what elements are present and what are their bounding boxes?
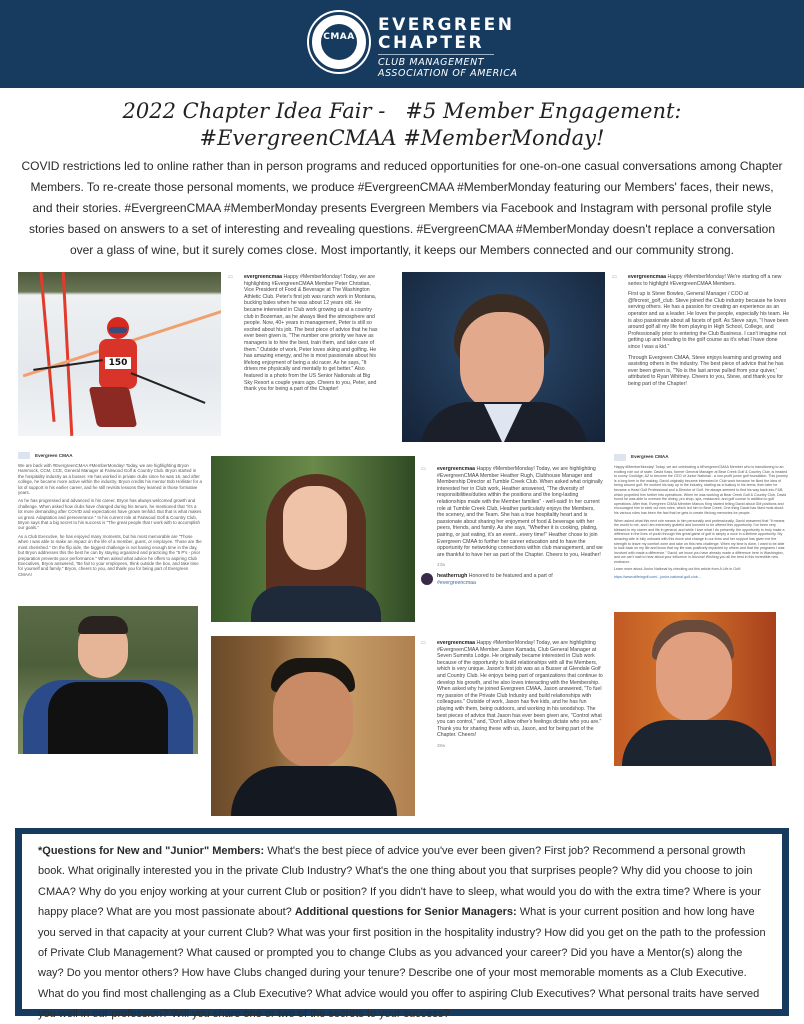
person-hair [78,616,128,634]
post-paragraph: When asked what this next role means to him personally and professionally, David answered that "It means the world to me, and I am extremely grateful and honored to be offered this opportunity. I've been very blessed in my career and life in general, and while I love what I do presently, the opportunity to truly make a difference in the lives of youth through this great game of golf is simply a once in a lifetime opportunity. My amazing wife is fully onboard with this move and change in our lives and her support has given me the strength to leave my comfort zone and take on this new challenge. When my time is done, I want to be able to look back on my life and know that my life was positively impacted by others and that the programs I was involved with made a difference." David, we know you have already made a difference here in Washington, and we can't wait to hear about your influence in Arizona! Wishing you all the best in this incredible new endeavor. [614,518,785,564]
account-avatar-icon: ▭ [421,640,426,646]
post-paragraph: First up is Steve Bowles, General Manager / COO at @fircrest_golf_club. Steve joined the Club industry because he loves serving others. He has a passion for creating an experience as an operator and as a leader. He loves the people, especially his team. He is also passionate about all facets of golf. As Steve says, "I have been around golf all my life from playing in High School, College, and Professionally prior to entering the Club Business. I can't imagine not getting up and heading to the golf course as it's what I have done since I was a kid." [628,291,790,350]
skier-legs [89,387,138,427]
comment-text: Honored to be featured and a part of [468,572,553,579]
instagram-post-heather [421,466,603,586]
instagram-post-steve [612,274,790,392]
post-caption: Happy #MemberMonday! We're starting off a new series to highlight #EvergreenCMAA Members. [628,274,782,287]
questions-box [15,828,789,1021]
logo-divider [378,54,494,55]
logo-wordmark [378,16,518,79]
logo-line-chapter: CHAPTER [378,33,485,53]
post-paragraph: We are back with #EvergreenCMAA #MemberMonday! Today, we are highlighting Bryon Hammock, CCM, CCE, General Manager at Fairwood Golf & Country Club. Bryon started in the hospitality industry as a busser. He has worked in private clubs since he was 16, and after college, he became more active within the industry. Bryon credits his mentor Bob Hollister for a lot of support in his earlier career, and he still revisits lessons they learned in those formative years. [18,463,202,496]
person-jacket [231,766,397,816]
questions-senior: What is your current position and how long have you served in that capacity at your current Club? What was your first position in the hospitality industry? How did you get on the path to the profession of Private Club Management? What caused or prompted you to change Clubs as you advanced your career? Did you have a Mentor(s) along the way? Do you mentor others? How have Clubs changed during your tenure? Describe one of your most memorable moments as a Club Executive. What do you find most challenging as a Club Executive? What advice would you offer to aspiring Club Executives? What personal traits have served you well in our profession? Will you share one or two of the secrets to your success? [38,906,766,1021]
skier-figure [93,317,145,427]
comment-hashtag[interactable]: #evergreencmaa [437,579,476,586]
questions-heading-senior: Additional questions for Senior Managers: [294,906,517,919]
person-face [283,486,347,570]
header-banner [0,0,804,88]
person-face [273,672,353,768]
person-vest [48,682,168,754]
page-name[interactable]: Evergreen CMAA [35,452,73,458]
account-avatar-icon: ▭ [228,274,233,280]
race-bib: 150 [105,357,131,369]
person-face [460,312,544,412]
comment-handle[interactable]: heatherrugh [437,572,468,579]
person-jacket [622,720,772,766]
photo-steve-headshot [402,272,605,442]
questions-heading-junior: *Questions for New and "Junior" Members: [38,845,265,857]
instagram-post-peter [228,274,378,397]
logo-line-club-management: CLUB MANAGEMENT [378,57,485,68]
seal-letters: CMAA [321,24,357,60]
logo-line-evergreen: EVERGREEN [378,15,515,35]
cmaa-seal-logo [309,12,369,72]
comment-row [421,573,603,586]
post-caption: Happy #MemberMonday! Today, we are highlighting #EvergreenCMAA Member Peter Christian, Vice President of Food & Beverage at The Washington Athletic Club. Peter's first job was ranch work in Montana, bucking bales when he was about 12 years old. He became interested in Club work growing up at a country club in Bozeman, as he always liked the atmosphere and people. Now, 40+ years in management, Peter is still so excited about his job. The best piece of advice that he has ever been given is, "The number one priority we have as managers is to hire the best, train them, and take care of them." Outside of work, Peter loves skiing and golfing. He has amazing energy, and he is most passionate about his lifelong enjoyment of being a ski racer. As he says, "It drives me physically and mentally to get better." Also featured is a photo from the US Senior Nationals at Big Sky Resort a couple years ago. Cheers to you, Peter, and thank you for being a part of the Chapter! [244,274,378,393]
intro-paragraph: COVID restrictions led to online rather than in person programs and reduced opportunities for one-on-one casual conversations among Chapter Members. To re-create those personal moments, we produce #EvergreenCMAA #MemberMonday featuring our Members' faces, their news, and their stories. #EvergreenCMAA #MemberMonday presents Evergreen Members via Facebook and Instagram with personal profile style stories based on answers to a set of interesting and revealing questions. #EvergreenCMAA #MemberMonday doesn't replace a conversation over a glass of wine, but it surely comes close. Most importantly, it keeps our Members connected and our community strong. [21,159,783,257]
photo-bryon [18,606,198,754]
post-caption: Happy #MemberMonday! Today, we are highlighting #EvergreenCMAA Member Jason Kamada, Club General Manager at Seven Summits Lodge. He originally became interested in Club work because of the opportunity to build relationships with all the Members, which is very unique. Jason's first job was as a Busser at Glendale Golf and Country Club. He enjoys being part of organizations that continue to develop his growth, and he also loves interacting with the Membership. When asked why he joined Evergreen CMAA, Jason answered, "To fuel my passion of the Private Club Industry and build relationships with colleagues." Outside of work, Jason has five kids, and he has fun playing with them, being outdoors, and working in his woodshop. The best pieces of advice that Jason has ever been given are, "Control what you can control," and, "Don't allow other's feelings dictate who you are." Thank you for sharing these with us, Jason, and for being part of the Chapter. Cheers! [437,640,603,739]
title-line-1: 2022 Chapter Idea Fair - #5 Member Engagement: [122,99,682,123]
post-paragraph: As he has progressed and advanced in his career, Bryon has always welcomed growth and challenge. When asked how clubs have changed during his tenure, he mentioned that "it's a lot more demanding after COVID and expectations have grown tenfold. But that is what makes us great. Adaptation and perseverance." In his current role at Fairwood Golf & Country Club, Bryon says that a big secret to his success is "The great people that I work with to accomplish our goals." [18,498,202,531]
page-title [0,98,804,152]
post-paragraph: As a Club Executive, he has enjoyed many moments, but his most memorable are "Those when I was able to make an impact on the life of a member, guest, or employee. Those are the most cherished." On the flip side, the biggest challenge is not having enough time in the day, but Bryon addresses this the best he can by staying organized and practicing the "5 P's - prior preparation prevents poor performance." When asked what advice he offers to aspiring Club Executives, Bryon answered, "Be fair to your employees, think outside the box, and take time for yourself and family." Bryon, cheers to you, and thank you for being part of Evergreen CMAA! [18,533,202,577]
photo-skier [18,272,221,436]
photo-david [614,612,776,766]
post-caption: Happy #MemberMonday! Today, we are highlighting #EvergreenCMAA Member Heather Rugh, Clubhouse Manager and Membership Director at Tumble Creek Club. When asked what originally interested her in Club work, Heather answered, "The diversity of responsibilities/duties within the positions and the long-lasting relationships made with the Member families" - well-said! In her current role at Tumble Creek Club, Heather particularly enjoys the Members, the scenery, and the Team. She has a true hospitality heart and is passionate about sharing her enjoyment of food & beverage with her peers, friends, and family. As she says, "Whether it is cooking, plating, pairing, or just eating, it's an event...every time!" Heather chose to join Evergreen CMAA to further her career education and to have the opportunity for networking connections within club management, and we are thankful to have her as part of the Chapter. Cheers to you, Heather! [437,466,603,558]
facebook-post-david [614,454,788,583]
skier-goggles [109,327,127,333]
facebook-post-bryon [18,452,202,580]
post-handle[interactable]: evergreencmaa [244,274,283,280]
article-link[interactable]: https://www.alifeingolf.com/...junior-national-golf-club... [614,575,701,580]
account-avatar-icon: ▭ [421,466,426,472]
slalom-pole [62,272,74,436]
photo-heather [211,456,415,622]
post-paragraph: Happy #MemberMonday! Today, we are celebrating a #EvergreenCMAA Member who is transitioning to an exciting role out of state. David Kass, former General Manager at Bear Creek Golf & Country Club, is headed to sunny Coolidge, AZ to become the CEO of Junior National - a non-profit junior golf foundation. This journey is a long time in the making. David originally became interested in Club work because he liked the idea of being around golf. He worked his way up in the industry, starting as a busboy in his teens, then later he became a Head Golf Professional and a Director of Golf. He always seemed to find his way back into F&B, which propelled him further into operations. When he was working at Bear Creek Golf & Country Club, David found he was able to oversee the dining, pro shop, spa, restaurant, and golf course in addition to golf operations. After that, Evergreen CMAA Member Marcus King started telling David about GM positions and encouraged him to seek out new roles, which led him to Bear Creek. One thing David has liked most about his various roles has been the fact that he gets to create lifelong memories for people. [614,465,788,515]
post-time: 38w [437,742,446,748]
post-time: 43w [437,562,446,568]
person-face [656,632,732,722]
photo-jason [211,636,415,816]
post-paragraph: Learn more about Junior National by checking out this article from A Life in Golf: [614,567,741,572]
slalom-pole [39,272,55,422]
post-paragraph: Through Evergreen CMAA, Steve enjoys learning and growing and assisting others in the industry. The best piece of advice that he has ever been given is, "'No is the last arrow pulled from your quiver,' attributed to Ryan Whitney. Cheers to you, Steve, and thank you for being part of the Chapter! [628,354,784,387]
questions-text [22,834,782,1021]
questions-junior: What's the best piece of advice you've ever been given? First job? Recommend a personal growth book. What originally interested you in the private Club Industry? What's the one thing about you that surprises people? Why did you choose to join CMAA? Why do you enjoy working at your current Club or position? If you didn't have to sleep, what would you do with the extra time? Where is your happy place? What are you most passionate about? [38,845,761,919]
commenter-avatar [421,573,433,585]
page-name[interactable]: Evergreen CMAA [631,454,669,460]
post-handle[interactable]: evergreencmaa [437,466,476,472]
logo-line-association: ASSOCIATION OF AMERICA [378,68,518,79]
post-handle[interactable]: evergreencmaa [628,274,667,280]
instagram-post-jason [421,640,603,754]
account-avatar-icon: ▭ [612,274,617,280]
title-line-2: #EvergreenCMAA #MemberMonday! [199,126,605,150]
person-top [251,586,381,622]
page-avatar-icon [18,452,30,459]
page-avatar-icon [614,454,626,461]
post-handle[interactable]: evergreencmaa [437,640,476,646]
